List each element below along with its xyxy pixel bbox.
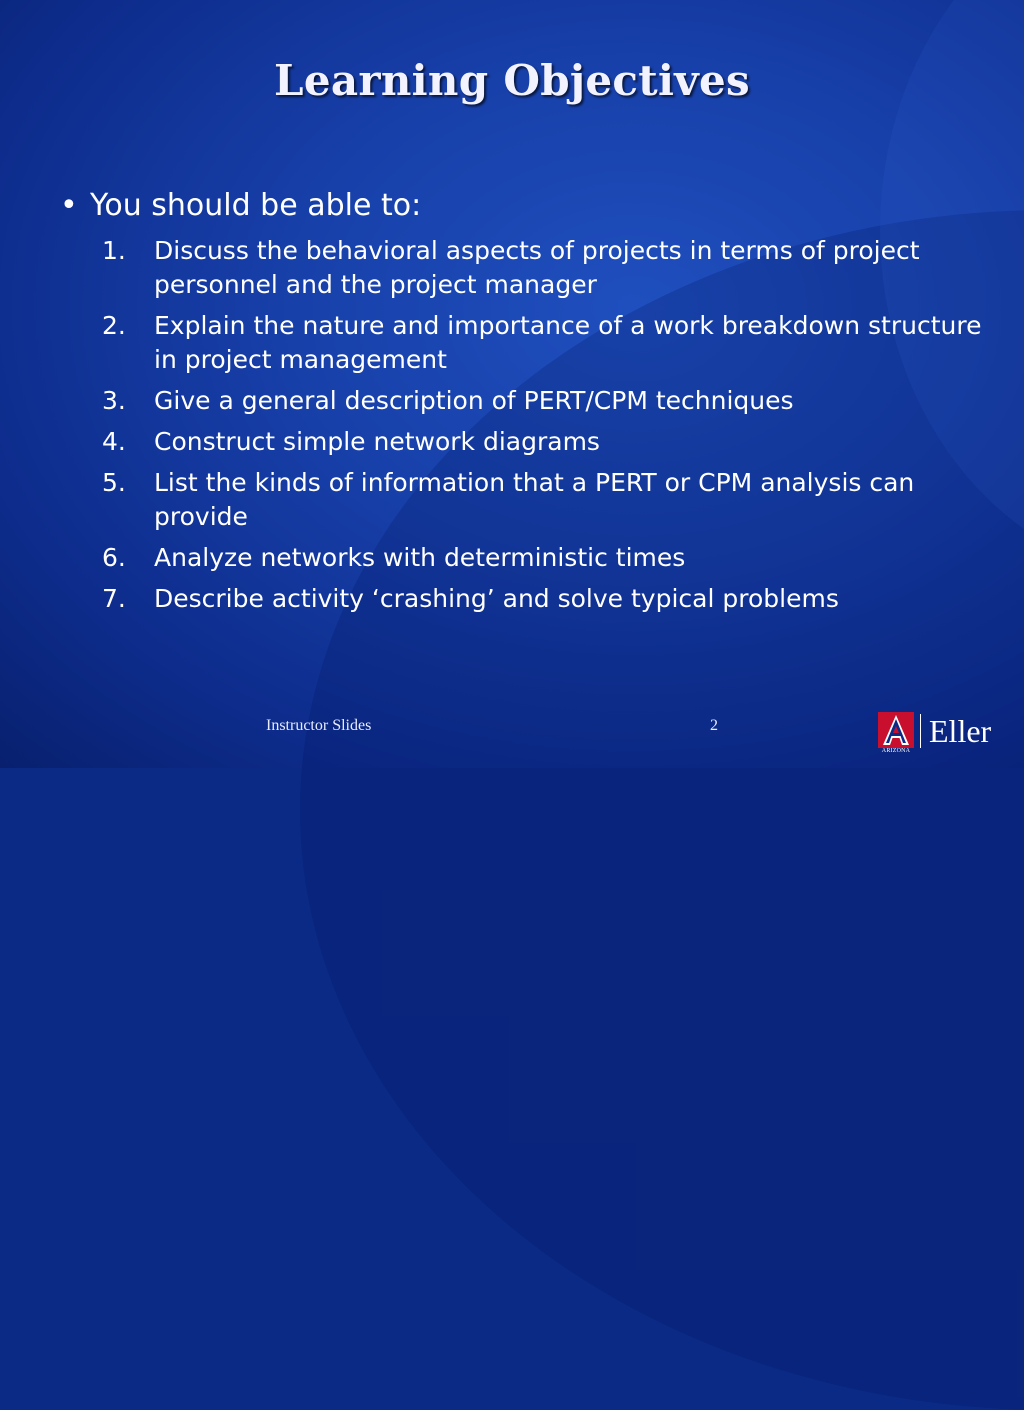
arizona-a-icon [878,712,918,758]
page-number: 2 [710,717,718,734]
objectives-list [102,234,982,623]
item-text: Discuss the behavioral aspects of projects in terms of project personnel and the project manager [154,236,920,299]
list-item [102,582,982,616]
item-number: 1. [102,236,126,265]
bullet-icon: • [60,188,78,223]
list-item [102,425,982,459]
list-item [102,466,982,534]
item-number: 7. [102,584,126,613]
eller-logo [878,712,1004,760]
item-number: 4. [102,427,126,456]
list-item [102,541,982,575]
arizona-a-icon-svg [878,712,914,748]
item-text: Construct simple network diagrams [154,427,600,456]
item-text: List the kinds of information that a PERT or CPM analysis can provide [154,468,915,531]
item-text: Explain the nature and importance of a work breakdown structure in project management [154,311,982,374]
logo-caption: ARIZONA [881,748,911,754]
logo-wordmark: Eller [929,713,992,749]
item-number: 3. [102,386,126,415]
list-item [102,309,982,377]
footer-text: Instructor Slides [266,717,372,734]
logo-divider [920,714,921,748]
list-item [102,234,982,302]
item-number: 2. [102,311,126,340]
item-text: Analyze networks with deterministic times [154,543,686,572]
item-text: Give a general description of PERT/CPM techniques [154,386,794,415]
lead-text: You should be able to: [90,188,422,223]
item-number: 5. [102,468,126,497]
item-text: Describe activity ‘crashing’ and solve typical problems [154,584,839,613]
list-item [102,384,982,418]
slide-title: Learning Objectives [274,56,750,105]
item-number: 6. [102,543,126,572]
lead-bullet-item [60,188,421,223]
